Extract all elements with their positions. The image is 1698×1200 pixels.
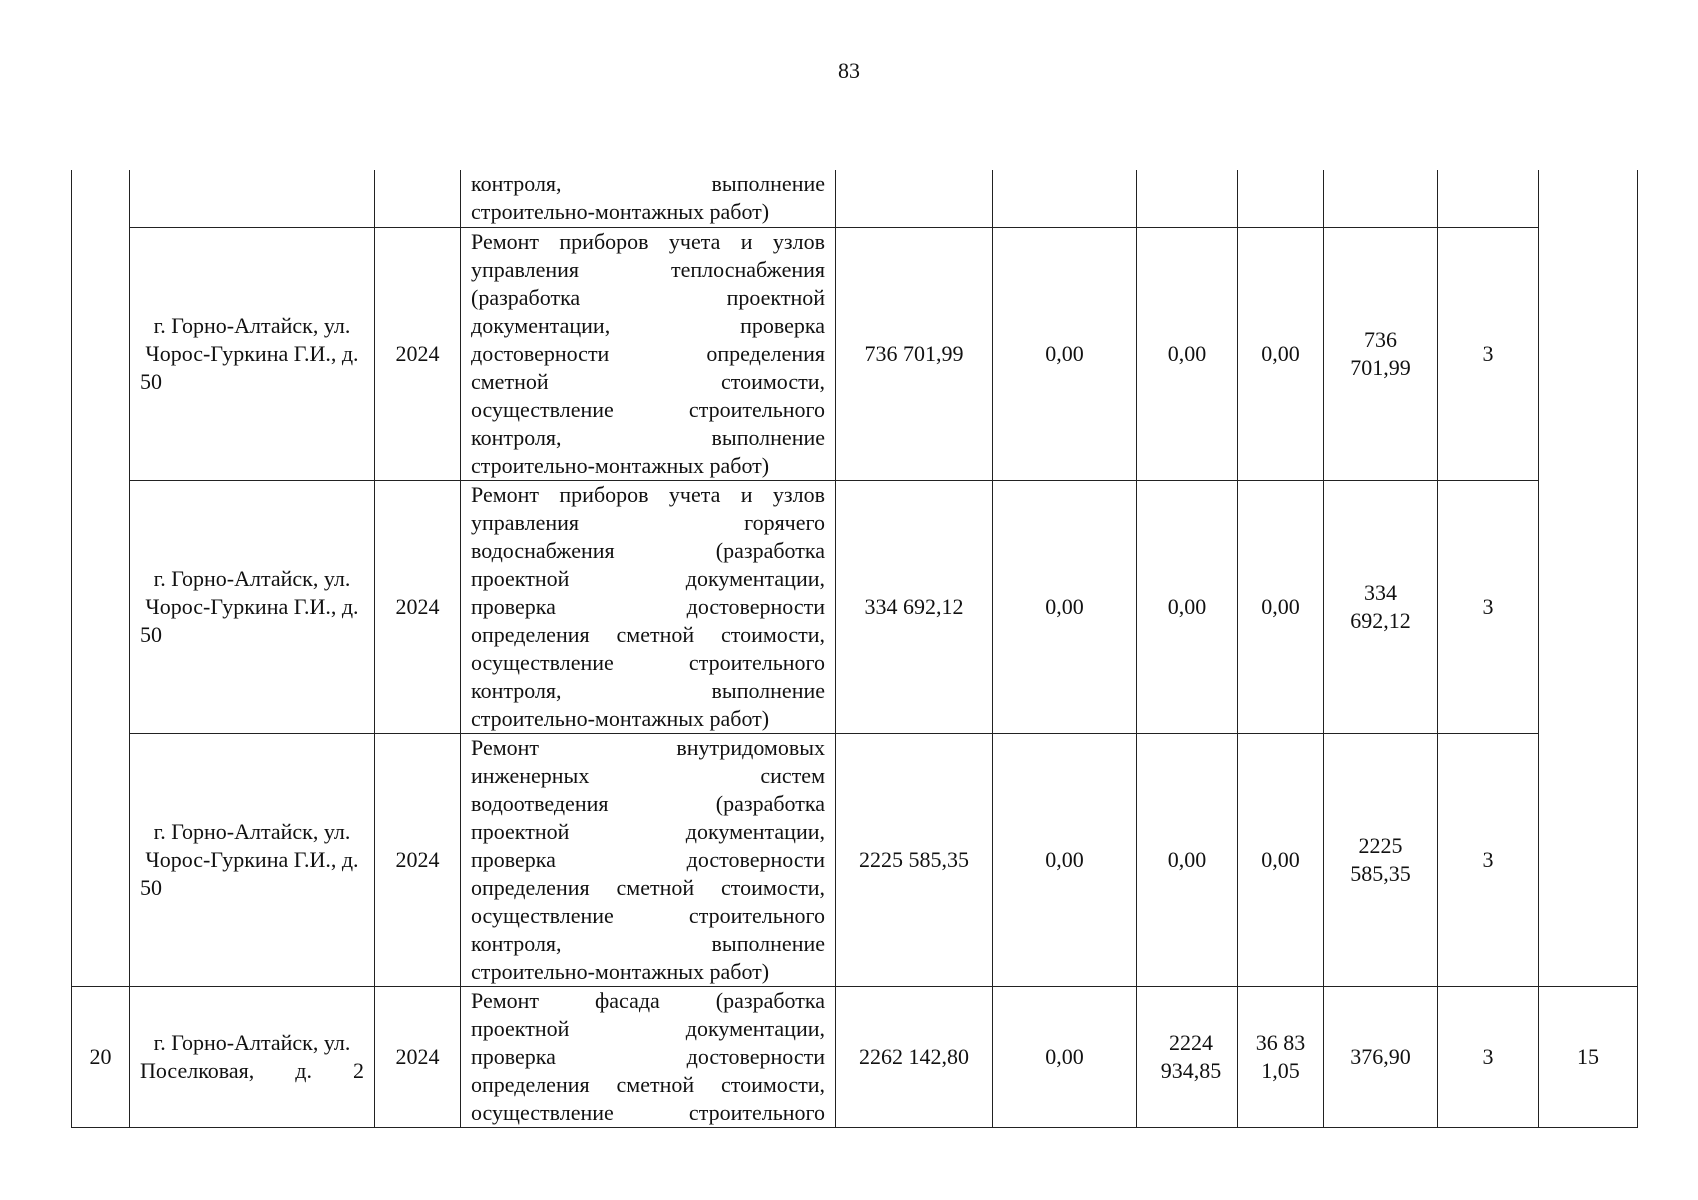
description-cell (461, 733, 836, 986)
value-cell: 0,00 (1137, 227, 1238, 480)
total-cell (836, 170, 993, 227)
description-line: проверка достоверности (471, 593, 825, 619)
description-line: контроля, выполнение (471, 424, 825, 450)
value-cell: 15 (1539, 986, 1638, 1127)
description-line: достоверности определения (471, 340, 825, 366)
value-text: 36 831,05 (1255, 1029, 1306, 1083)
description-line: водоотведения (разработка (471, 790, 825, 816)
table-row (72, 170, 1638, 227)
year-cell (375, 170, 461, 227)
merged-cell (1539, 170, 1638, 986)
num-cell: 20 (72, 986, 130, 1127)
description-line: определения сметной стоимости, (471, 1071, 825, 1097)
description-line: (разработка проектной (471, 284, 825, 310)
description-line: осуществление строительного (471, 396, 825, 422)
value-cell: 3 (1438, 480, 1539, 733)
description-line: Ремонт приборов учета и узлов (471, 481, 825, 507)
total-cell: 736 701,99 (836, 227, 993, 480)
value-cell (1324, 733, 1438, 986)
works-table (71, 170, 1638, 1128)
description-line: сметной стоимости, (471, 368, 825, 394)
description-line: проверка достоверности (471, 1043, 825, 1069)
description-cell (461, 986, 836, 1127)
value-cell (1438, 170, 1539, 227)
address-cell: г. Горно-Алтайск, ул. Чорос-Гуркина Г.И., д. 50 (130, 733, 375, 986)
total-cell: 2262 142,80 (836, 986, 993, 1127)
value-cell: 3 (1438, 733, 1539, 986)
year-cell: 2024 (375, 986, 461, 1127)
value-cell: 376,90 (1324, 986, 1438, 1127)
total-cell: 334 692,12 (836, 480, 993, 733)
description-line: определения сметной стоимости, (471, 874, 825, 900)
address-cell: г. Горно-Алтайск, ул. Чорос-Гуркина Г.И., д. 50 (130, 480, 375, 733)
description-line: Ремонт приборов учета и узлов (471, 228, 825, 254)
value-cell: 0,00 (993, 480, 1137, 733)
description-line: осуществление строительного (471, 1099, 825, 1125)
value-cell (1324, 227, 1438, 480)
value-cell: 3 (1438, 986, 1539, 1127)
description-line: осуществление строительного (471, 902, 825, 928)
year-cell: 2024 (375, 733, 461, 986)
table-row (72, 227, 1638, 480)
num-cell-merged (72, 170, 130, 986)
value-cell (1324, 480, 1438, 733)
description-line: документации, проверка (471, 312, 825, 338)
description-line: контроля, выполнение (471, 930, 825, 956)
value-cell: 0,00 (1238, 480, 1324, 733)
description-line: проектной документации, (471, 818, 825, 844)
value-text: 334 692,12 (1350, 579, 1411, 633)
table-row (72, 986, 1638, 1127)
description-line: осуществление строительного (471, 649, 825, 675)
address-cell: г. Горно-Алтайск, ул. Поселковая, д. 2 (130, 986, 375, 1127)
value-cell: 3 (1438, 227, 1539, 480)
description-line: строительно-монтажных работ) (471, 199, 770, 225)
description-line: управления горячего (471, 509, 825, 535)
value-cell: 0,00 (1137, 480, 1238, 733)
description-line: Ремонт фасада (разработка (471, 987, 825, 1013)
year-cell: 2024 (375, 480, 461, 733)
address-cell: г. Горно-Алтайск, ул. Чорос-Гуркина Г.И., д. 50 (130, 227, 375, 480)
table-row (72, 733, 1638, 986)
value-cell: 0,00 (1238, 227, 1324, 480)
description-line: строительно-монтажных работ) (471, 958, 770, 984)
table-row (72, 480, 1638, 733)
value-cell (1324, 170, 1438, 227)
description-line: определения сметной стоимости, (471, 621, 825, 647)
description-line: строительно-монтажных работ) (471, 452, 770, 478)
description-cell (461, 227, 836, 480)
value-cell: 0,00 (993, 733, 1137, 986)
value-text: 2225 585,35 (1350, 832, 1411, 886)
value-cell: 0,00 (1137, 733, 1238, 986)
description-line: контроля, выполнение (471, 677, 825, 703)
description-line: контроля, выполнение (471, 171, 825, 197)
year-cell: 2024 (375, 227, 461, 480)
value-cell: 0,00 (1238, 733, 1324, 986)
address-cell (130, 170, 375, 227)
value-cell (993, 170, 1137, 227)
value-cell (1137, 986, 1238, 1127)
value-cell (1238, 986, 1324, 1127)
value-cell: 0,00 (993, 986, 1137, 1127)
page-number: 83 (838, 58, 860, 83)
description-cell (461, 170, 836, 227)
description-line: Ремонт внутридомовых (471, 734, 825, 760)
value-cell (1238, 170, 1324, 227)
value-cell (1137, 170, 1238, 227)
value-text: 2224 934,85 (1160, 1029, 1222, 1083)
value-text: 736 701,99 (1350, 326, 1411, 380)
description-line: проектной документации, (471, 565, 825, 591)
value-cell: 0,00 (993, 227, 1137, 480)
description-line: водоснабжения (разработка (471, 537, 825, 563)
description-line: проверка достоверности (471, 846, 825, 872)
description-line: строительно-монтажных работ) (471, 705, 770, 731)
description-line: проектной документации, (471, 1015, 825, 1041)
description-line: управления теплоснабжения (471, 256, 825, 282)
total-cell: 2225 585,35 (836, 733, 993, 986)
description-line: инженерных систем (471, 762, 825, 788)
description-cell (461, 480, 836, 733)
